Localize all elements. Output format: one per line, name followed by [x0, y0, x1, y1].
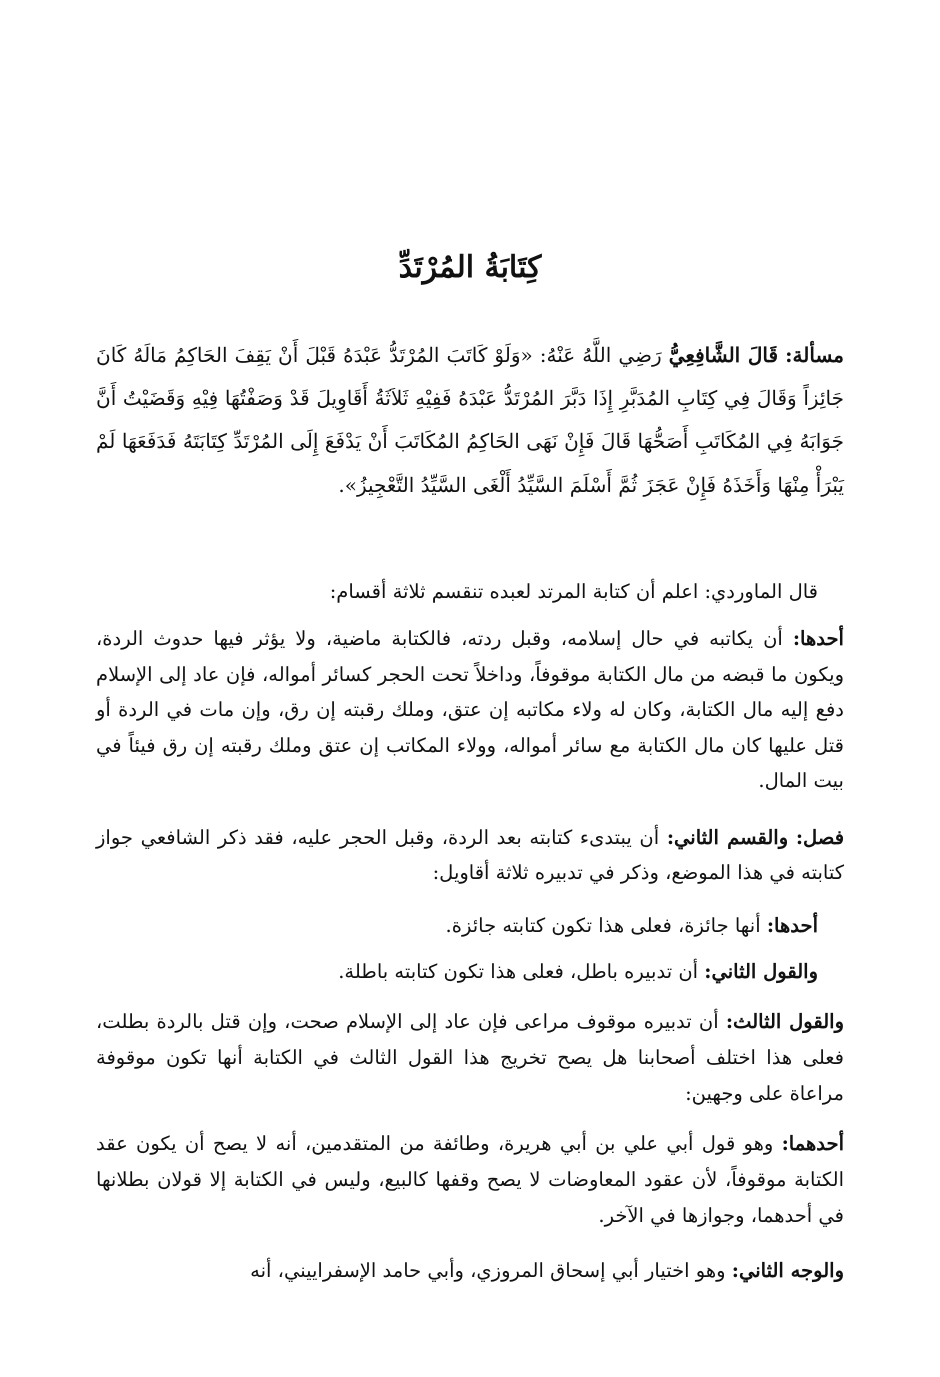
masala-speaker: قَالَ الشَّافِعِيُّ	[668, 343, 779, 367]
qawl-third-text: أن تدبيره موقوف مراعى فإن عاد إلى الإسلام صحت، وإن قتل بالردة بطلت، فعلى هذا اختلف أصحابنا هل يصح تخريج هذا القول الثالث في الكتابة أنها تكون موقوفة مراعاة على وجهين:	[96, 1010, 844, 1105]
fasl-label: فصل:	[795, 826, 845, 849]
qawl-second-paragraph	[96, 954, 844, 989]
wajh-first-paragraph	[96, 1126, 844, 1234]
wajh-second-label: والوجه الثاني:	[731, 1259, 844, 1282]
qawl-second-label: والقول الثاني:	[704, 960, 818, 983]
masala-paragraph	[96, 334, 844, 507]
first-label: أحدها:	[792, 627, 844, 650]
masala-label: مسألة:	[785, 343, 845, 367]
wajh-second-text: وهو اختيار أبي إسحاق المروزي، وأبي حامد الإسفراييني، أنه	[250, 1259, 726, 1282]
intro-text: قال الماوردي: اعلم أن كتابة المرتد لعبده تنقسم ثلاثة أقسام:	[329, 580, 818, 603]
chapter-title: كِتَابَةُ المُرْتَدِّ	[398, 250, 542, 285]
qawl-first-paragraph	[96, 908, 844, 943]
qawl-second-text: أن تدبيره باطل، فعلى هذا تكون كتابته باطلة.	[338, 960, 699, 983]
wajh-first-text: وهو قول أبي علي بن أبي هريرة، وطائفة من المتقدمين، أنه لا يصح أن يكون عقد الكتابة موقوفاً، لأن عقود المعاوضات لا يصح وقفها كالبيع، وليس في الكتابة إلا قولان بطلانها في أحدهما، وجوازها في الآخر.	[96, 1132, 844, 1227]
qawl-first-label: أحدها:	[766, 914, 818, 937]
qawl-third-paragraph	[96, 1004, 844, 1112]
masala-text: رَضِي اللَّهُ عَنْهُ: «وَلَوْ كَاتَبَ المُرْتَدُّ عَبْدَهُ قَبْلَ أَنْ يَقِفَ الحَاكِمُ مَالَهُ كَانَ جَائِزاً وَقَالَ فِي كِتَابِ المُدَبَّرِ إِذَا دَبَّرَ المُرْتَدُّ عَبْدَهُ فَفِيْهِ ثَلاَثَةُ أَقَاوِيلَ قَدْ وَصَفْتُهَا فِيْهِ وَقَضَيْتُ أَنَّ جَوَابَهُ فِي المُكَاتَبِ أَصَحُّهَا قَالَ فَإِنْ نَهَى الحَاكِمُ المُكَاتَبَ أَنْ يَدْفَعَ إِلَى المُرْتَدِّ كِتَابَتَهُ فَدَفَعَهَا لَمْ يَبْرَأْ مِنْهَا وَأَخَذَهُ فَإِنْ عَجَزَ ثُمَّ أَسْلَمَ السَّيِّدُ أَلْغَى السَّيِّدُ التَّعْجِيزُ».	[96, 343, 844, 497]
fasl-label-second: والقسم الثاني:	[666, 826, 789, 849]
first-section-paragraph	[96, 621, 844, 799]
wajh-second-paragraph	[96, 1253, 844, 1289]
wajh-first-label: أحدهما:	[781, 1132, 844, 1155]
qawl-third-label: والقول الثالث:	[725, 1010, 844, 1033]
qawl-first-text: أنها جائزة، فعلى هذا تكون كتابته جائزة.	[445, 914, 761, 937]
first-text: أن يكاتبه في حال إسلامه، وقبل ردته، فالكتابة ماضية، ولا يؤثر فيها حدوث الردة، ويكون ما قبضه من مال الكتابة موقوفاً، وداخلاً تحت الحجر كسائر أمواله، فإن عاد إلى الإسلام دفع إليه مال الكتابة، وكان له ولاء مكاتبه إن عتق، وملك رقبته إن رق، وإن مات في الردة أو قتل عليها كان مال الكتابة مع سائر أمواله، وولاء المكاتب إن عتق وملك رقبته إن رق فيئاً في بيت المال.	[96, 627, 844, 792]
fasl-paragraph	[96, 820, 844, 890]
fasl-text: أن يبتدىء كتابته بعد الردة، وقبل الحجر عليه، فقد ذكر الشافعي جواز كتابته في هذا الموضع، وذكر في تدبيره ثلاثة أقاويل:	[96, 826, 844, 884]
intro-paragraph	[96, 574, 844, 610]
